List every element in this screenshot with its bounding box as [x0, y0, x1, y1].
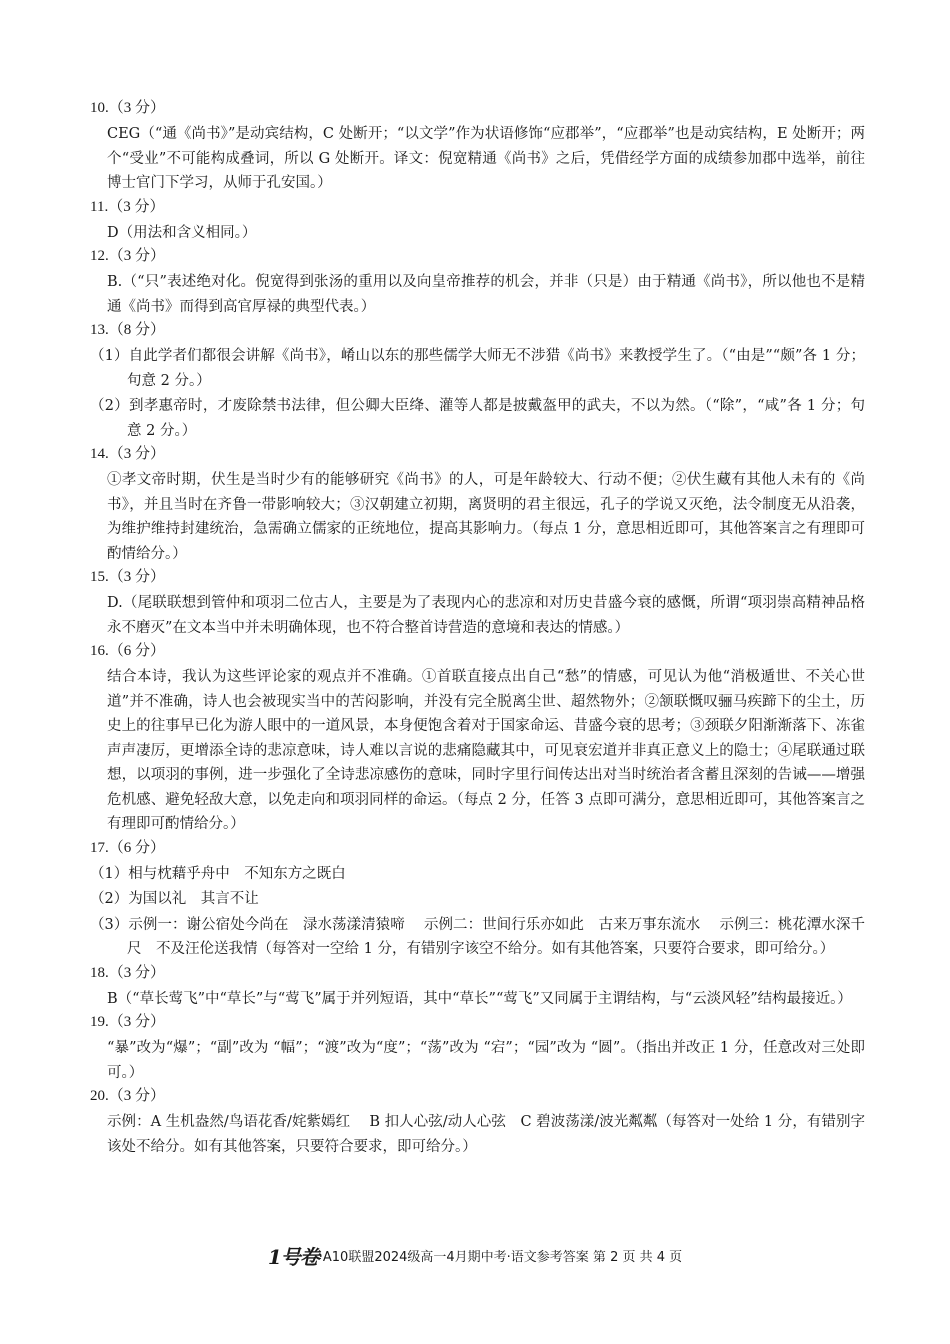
question-label: 12.（3 分） [90, 248, 166, 264]
answer-text: 结合本诗，我认为这些评论家的观点并不准确。①首联直接点出自己“愁”的情感，可见认为他“消极遁世、不关心世道”并不准确，诗人也会被现实当中的苦闷影响，并没有完全脱离尘世、超然物外；②颔联慨叹骊马疾蹄下的尘土，历史上的往事早已化为游人眼中的一道风景，本身便饱含着对于国家命运、昔盛今衰的思考；③颈联夕阳渐渐落下、冻雀声声凄厉，更增添全诗的悲凉意味，诗人难以言说的悲痛隐藏其中，可见衰宏道并非真正意义上的隐士；④尾联通过联想，以项羽的事例，进一步强化了全诗悲凉感伤的意味，同时字里行间传达出对当时统治者含蓄且深刻的告诫——增强危机感、避免轻敌大意，以免走向和项羽同样的命运。（每点 2 分，任答 3 点即可满分，意思相近即可，其他答案言之有理即可酌情给分。） [107, 669, 865, 832]
question-label: 11.（3 分） [90, 198, 165, 215]
answer-19 [90, 1012, 865, 1085]
question-label: 18.（3 分） [90, 964, 166, 981]
answer-13 [90, 320, 865, 443]
footer-text: ·A10联盟2024级高一4月期中考·语文参考答案 第 2 页 共 4 页 [318, 1250, 683, 1265]
sub-answer-2: （2）到孝惠帝时，才废除禁书法律，但公卿大臣绛、灌等人都是披戴盔甲的武夫，不以为然。（“除”，“咸”各 1 分；句意 2 分。） [90, 398, 865, 439]
answer-text: D.（尾联联想到管仲和项羽二位古人，主要是为了表现内心的悲凉和对历史昔盛今衰的感慨，所谓“项羽崇高精神品格永不磨灭”在文本当中并未明确体现，也不符合整首诗营造的意境和表达的情感。） [107, 595, 865, 636]
answer-11 [90, 197, 865, 246]
answer-text: “暴”改为“爆”；“副”改为 “幅”；“渡”改为“度”；“荡”改为 “宕”；“园”改为 “圆”。（指出并改正 1 分，任意改对三处即可。） [107, 1040, 865, 1081]
answer-text: D（用法和含义相同。） [107, 224, 257, 241]
answer-15 [90, 567, 865, 640]
answer-18 [90, 963, 865, 1012]
question-label: 19.（3 分） [90, 1014, 166, 1030]
answer-17 [90, 838, 865, 962]
sub-answer-1: （1）相与枕藉乎舟中 不知东方之既白 [90, 865, 346, 882]
brand-logo: 1号卷 [267, 1245, 319, 1269]
sub-answer-3: （3）示例一：谢公宿处今尚在 渌水荡漾清猿啼 示例二：世间行乐亦如此 古来万事东流水 示例三：桃花潭水深千尺 不及汪伦送我情（每答对一空给 1 分，有错别字该空不给分。如有其他答案，只要符合要求，即可给分。） [90, 916, 865, 957]
answer-key [90, 98, 865, 1160]
answer-text: B（“草长莺飞”中“草长”与“莺飞”属于并列短语，其中“草长”“莺飞”又同属于主谓结构，与“云淡风轻”结构最接近。） [107, 990, 852, 1007]
answer-text: CEG（“通《尚书》”是动宾结构，C 处断开；“以文学”作为状语修饰“应郡举”，“应郡举”也是动宾结构，E 处断开；两个“受业”不可能构成叠词，所以 G 处断开。译文：倪宽精通《尚书》之后，凭借经学方面的成绩参加郡中选举，前往博士官门下学习，从师于孔安国。） [107, 126, 865, 191]
answer-20 [90, 1086, 865, 1159]
question-label: 14.（3 分） [90, 446, 166, 462]
answer-16 [90, 641, 865, 837]
question-label: 15.（3 分） [90, 569, 166, 585]
answer-text: 示例：A 生机盎然/鸟语花香/姹紫嫣红 B 扣人心弦/动人心弦 C 碧波荡漾/波光粼粼（每答对一处给 1 分，有错别字该处不给分。如有其他答案，只要符合要求，即可给分。） [107, 1114, 865, 1155]
question-label: 17.（6 分） [90, 839, 166, 856]
answer-10 [90, 98, 865, 196]
answer-text: ①孝文帝时期，伏生是当时少有的能够研究《尚书》的人，可是年龄较大、行动不便；②伏生藏有其他人未有的《尚书》，并且当时在齐鲁一带影响较大；③汉朝建立初期，离贤明的君主很远，孔子的学说又灭绝，法令制度无从沿袭，为维护维持封建统治，急需确立儒家的正统地位，提高其影响力。（每点 1 分，意思相近即可，其他答案言之有理即可酌情给分。） [107, 472, 865, 562]
question-label: 20.（3 分） [90, 1088, 166, 1104]
answer-text: B.（“只”表述绝对化。倪宽得到张汤的重用以及向皇帝推荐的机会，并非（只是）由于精通《尚书》，所以他也不是精通《尚书》而得到高官厚禄的典型代表。） [107, 274, 865, 315]
sub-answer-1: （1）自此学者们都很会讲解《尚书》，崤山以东的那些儒学大师无不涉猎《尚书》来教授学生了。（“由是”“颇”各 1 分；句意 2 分。） [90, 348, 865, 389]
sub-answer-2: （2）为国以礼 其言不让 [90, 891, 259, 907]
answer-12 [90, 246, 865, 319]
question-label: 13.（8 分） [90, 322, 166, 338]
question-label: 10.（3 分） [90, 100, 166, 116]
page-footer [0, 1245, 950, 1270]
question-label: 16.（6 分） [90, 643, 166, 659]
answer-14 [90, 444, 865, 566]
